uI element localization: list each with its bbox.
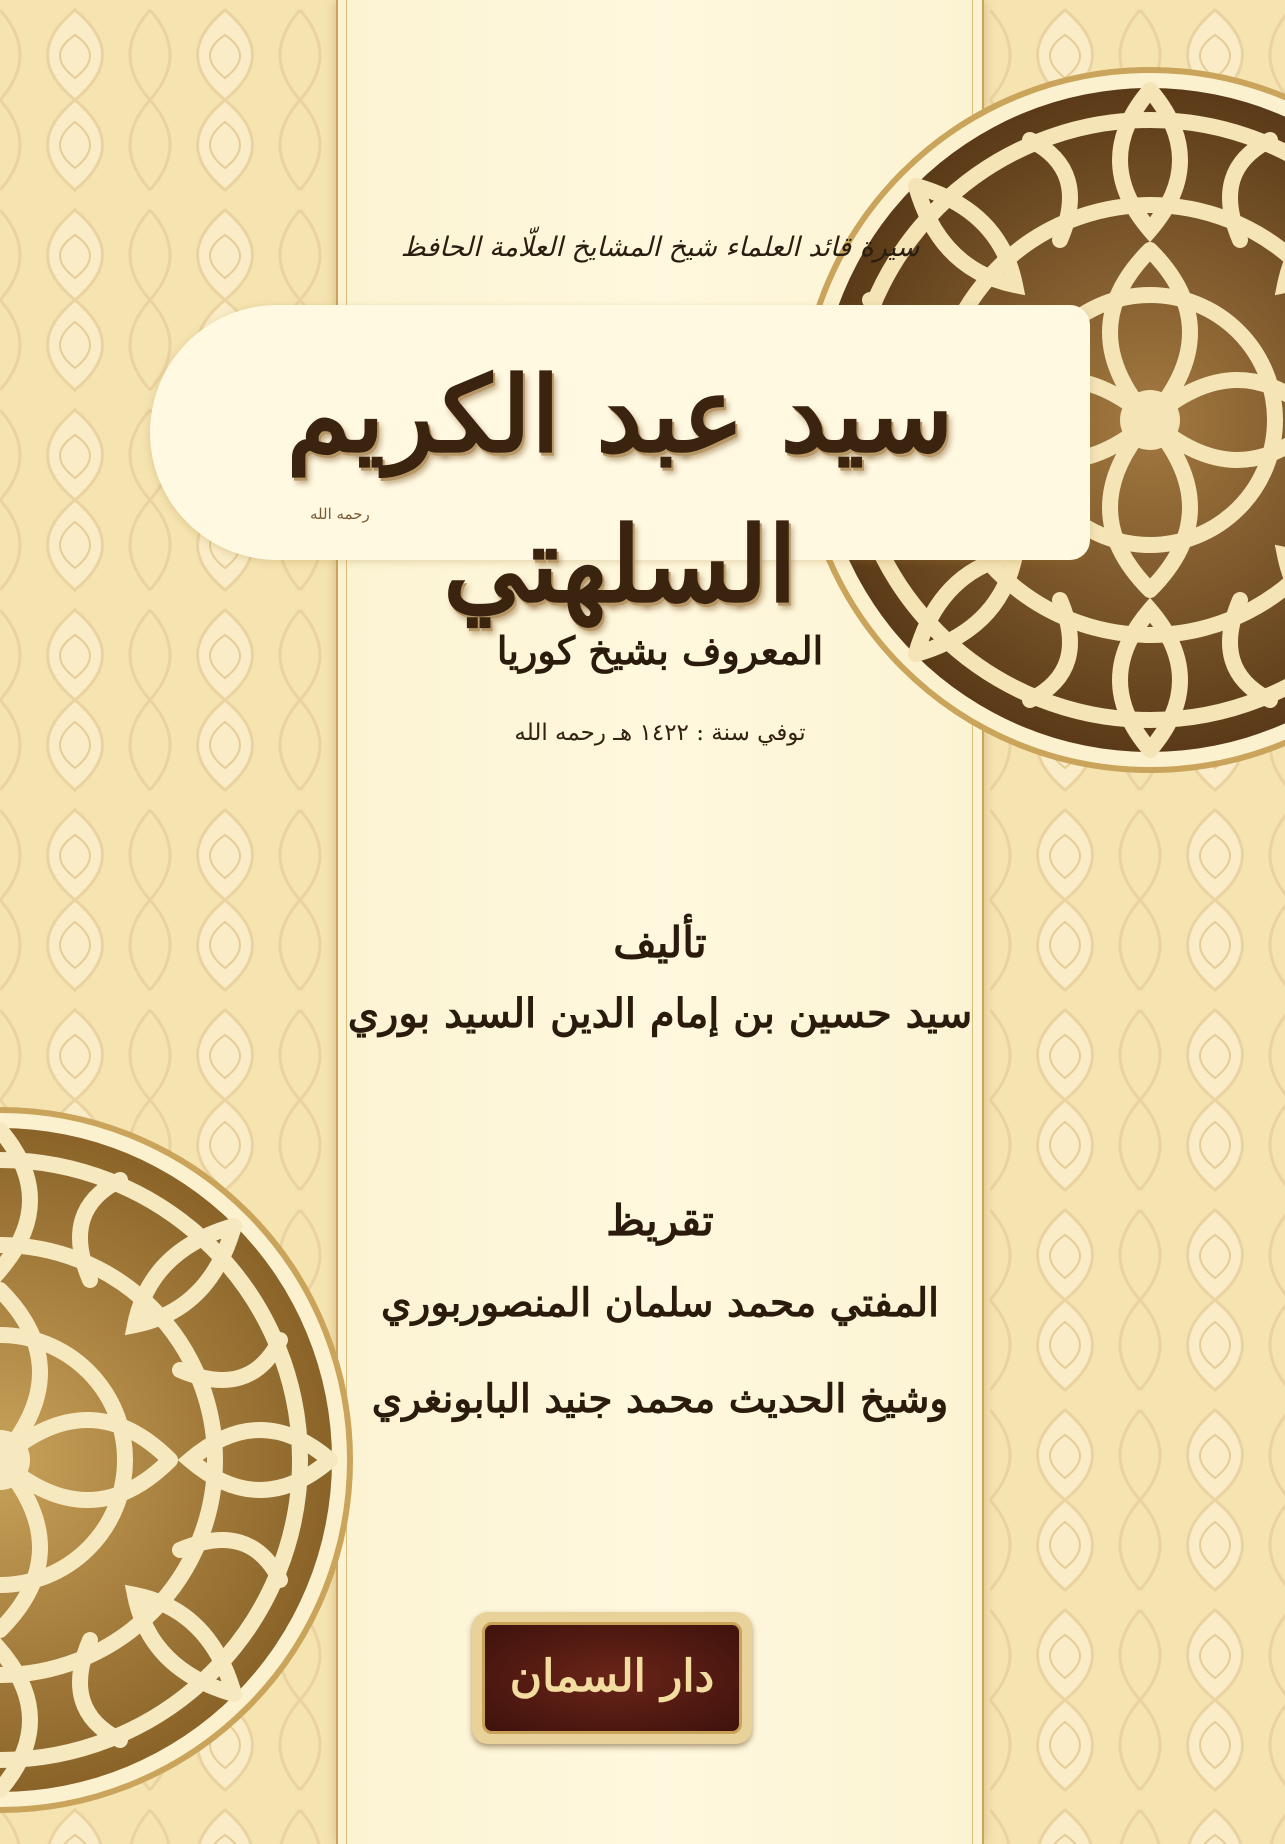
supertitle: سيرة قائد العلماء شيخ المشايخ العلّامة الحافظ	[400, 232, 920, 263]
publisher-plaque-inner	[482, 1622, 742, 1734]
foreword-author-2: وشيخ الحديث محمد جنيد البابونغري	[371, 1376, 949, 1422]
alias-line: المعروف بشيخ كوريا	[496, 628, 824, 673]
author-heading: تأليف	[613, 918, 707, 967]
rosette-ornament-bottom	[0, 1100, 360, 1820]
author-name: سيد حسين بن إمام الدين السيد بوري	[347, 990, 973, 1037]
honorific-mark: رحمه الله	[310, 505, 370, 523]
main-title: سيد عبد الكريم السلهتي	[286, 353, 954, 626]
publisher-name: دار السمان	[509, 1651, 715, 1702]
foreword-author-1: المفتي محمد سلمان المنصوربوري	[381, 1280, 939, 1326]
publisher-plaque	[472, 1612, 752, 1744]
death-date-line: توفي سنة : ١٤٢٢ هـ رحمه الله	[514, 720, 806, 746]
foreword-heading: تقريظ	[606, 1196, 714, 1245]
